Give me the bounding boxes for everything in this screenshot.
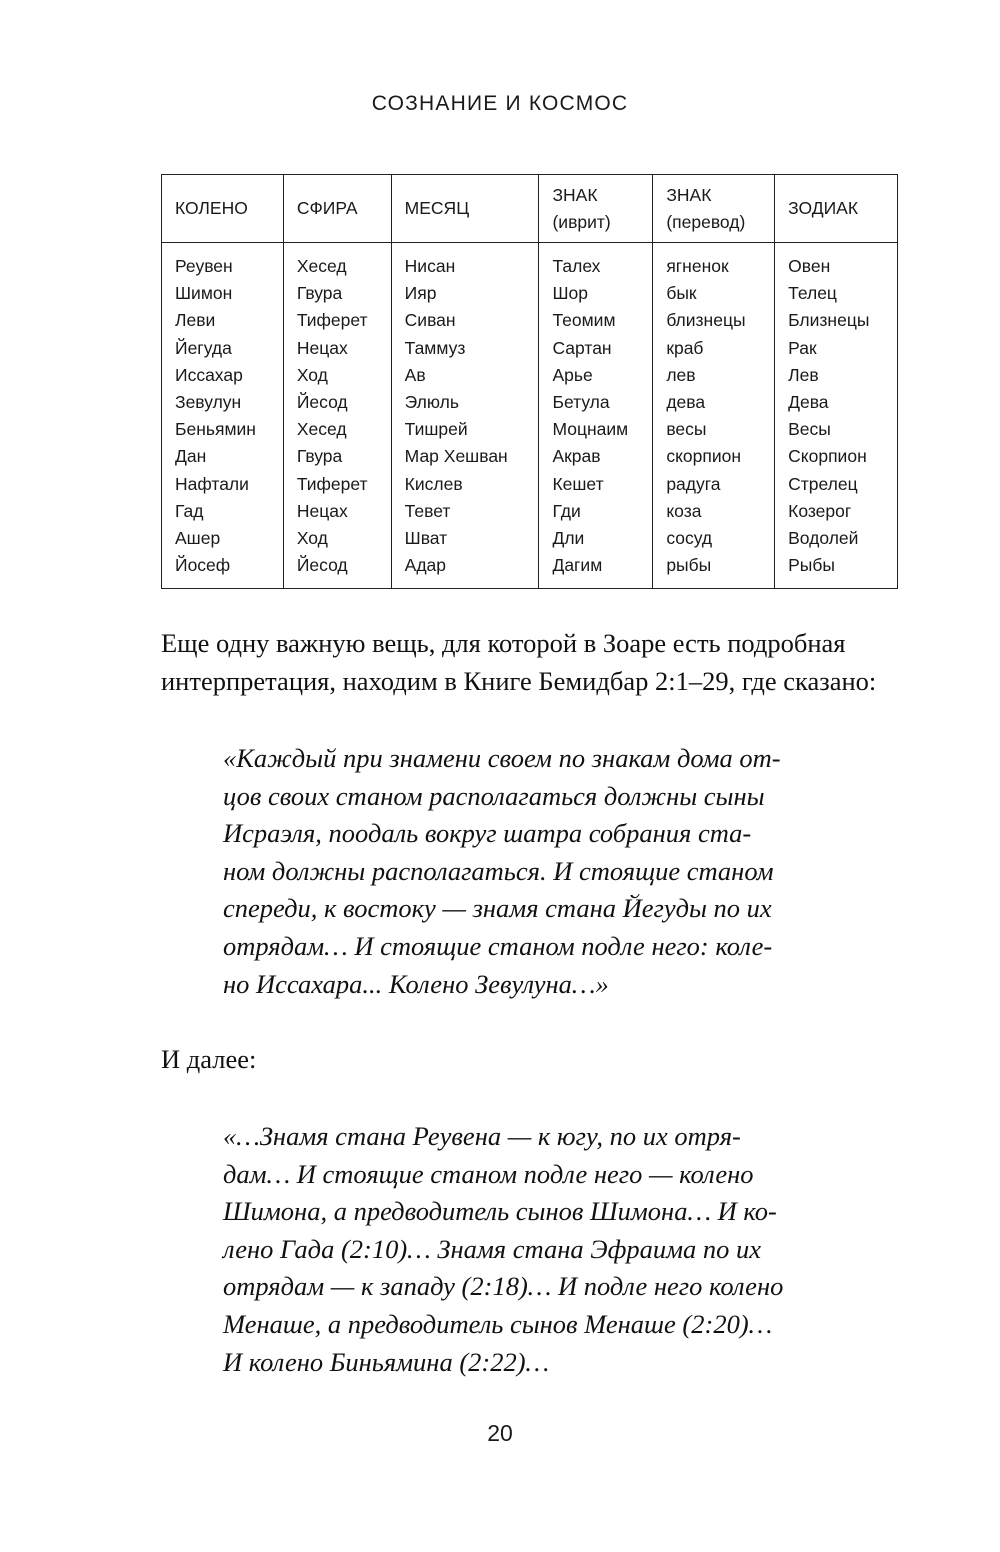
table-cell: Стрелец: [788, 473, 858, 494]
table-cell: Нецах: [296, 500, 348, 521]
table-cell: Овен: [788, 256, 831, 276]
intro-paragraph: [161, 624, 899, 700]
text-line: И колено Биньямина (2:22)…: [223, 1346, 550, 1377]
header-koleno: КОЛЕНО: [162, 175, 284, 243]
table-cell: Телец: [788, 283, 837, 304]
column-znak-ivrit: [539, 243, 653, 589]
table-cell: Реувен: [175, 256, 233, 276]
table-cell: сосуд: [666, 528, 713, 549]
table-cell: Кислев: [404, 473, 463, 494]
table-cell: Водолей: [788, 528, 859, 549]
table-body-row: [162, 243, 898, 589]
table-cell: Тиферет: [296, 310, 368, 331]
table-cell: бык: [666, 283, 697, 304]
table-cell: Лев: [788, 364, 819, 385]
table-cell: Сиван: [404, 310, 456, 331]
table-cell: Гад: [175, 500, 204, 521]
table-cell: Йесод: [296, 555, 348, 576]
text-line: Исраэля, поодаль вокруг шатра собрания ста-: [223, 818, 752, 849]
table-cell: Дева: [788, 392, 829, 413]
text-line: но Иссахара... Колено Зевулуна…»: [223, 968, 609, 999]
table-cell: Хесед: [296, 419, 347, 440]
table-cell: Весы: [788, 419, 831, 440]
table-cell: Скорпион: [788, 446, 867, 467]
table-cell: Нецах: [296, 337, 348, 358]
column-mesyats: [391, 243, 539, 589]
text-line: лено Гада (2:10)… Знамя стана Эфраима по их: [223, 1233, 762, 1264]
header-mesyats: МЕСЯЦ: [391, 175, 539, 243]
header-zodiak: ЗОДИАК: [775, 175, 898, 243]
text-line: ном должны располагаться. И стоящие станом: [223, 855, 774, 886]
table-cell: Моцнаим: [552, 419, 629, 440]
table-cell: скорпион: [666, 446, 742, 467]
table-cell: Ияр: [404, 283, 437, 304]
table-header-row: [162, 175, 898, 243]
header-znak-perevod: ЗНАК (перевод): [653, 175, 775, 243]
table-cell: дева: [666, 392, 706, 413]
further-label: И далее:: [161, 1044, 257, 1074]
text-line: Еще одну важную вещь, для которой в Зоаре есть подробная: [161, 628, 846, 658]
text-line: дам… И стоящие станом подле него — колено: [223, 1158, 754, 1189]
table-cell: Нисан: [404, 256, 456, 276]
table-cell: ягненок: [666, 256, 729, 276]
table-cell: Ав: [404, 364, 426, 385]
header-znak-ivrit: ЗНАК (иврит): [539, 175, 653, 243]
table-cell: Беньямин: [175, 419, 256, 440]
column-zodiak: [775, 243, 898, 589]
running-head: СОЗНАНИЕ И КОСМОС: [371, 92, 629, 115]
text-line: интерпретация, находим в Книге Бемидбар 2:1–29, где сказано:: [161, 666, 877, 696]
table-cell: Талех: [552, 256, 601, 276]
table-cell: Арье: [552, 364, 593, 385]
table-cell: Близнецы: [788, 310, 870, 331]
table-cell: Дан: [175, 446, 207, 467]
text-line: Менаше, а предводитель сынов Менаше (2:20)…: [223, 1308, 773, 1339]
text-line: спереди, к востоку — знамя стана Йегуды по их: [223, 893, 772, 924]
table-cell: рыбы: [666, 555, 712, 576]
table-cell: Мар Хешван: [404, 446, 508, 467]
table-cell: Ход: [296, 528, 328, 549]
table-cell: Ашер: [175, 528, 221, 549]
text-line: «…Знамя стана Реувена — к югу, по их отря-: [223, 1121, 741, 1151]
table-cell: Рак: [788, 337, 817, 358]
table-cell: Иссахар: [175, 364, 243, 385]
table-cell: Дли: [552, 528, 585, 549]
text-line: Шимона, а предводитель сынов Шимона… И ко-: [223, 1196, 777, 1227]
table-cell: лев: [666, 364, 696, 385]
table-cell: коза: [666, 500, 702, 521]
table-cell: Йосеф: [175, 555, 231, 576]
table-cell: Ход: [296, 364, 328, 385]
table-cell: Адар: [404, 555, 447, 576]
table-cell: Рыбы: [788, 555, 835, 576]
text-line: отрядам… И стоящие станом подле него: коле-: [223, 930, 773, 961]
quote-numbers-2-10: [223, 1118, 833, 1381]
table-cell: близнецы: [666, 310, 746, 331]
table-cell: Сартан: [552, 337, 612, 358]
table-cell: Леви: [175, 310, 216, 331]
table-cell: Гвура: [296, 283, 343, 304]
page-number: 20: [487, 1420, 513, 1446]
table-cell: весы: [666, 419, 707, 440]
text-line: отрядам — к западу (2:18)… И подле него колено: [223, 1271, 784, 1302]
text-line: «Каждый при знамени своем по знакам дома от-: [223, 743, 781, 773]
table-cell: Гди: [552, 500, 581, 521]
table-cell: Тиферет: [296, 473, 368, 494]
table-cell: краб: [666, 337, 704, 358]
table-cell: Йесод: [296, 392, 348, 413]
header-sfira: СФИРА: [283, 175, 391, 243]
table-cell: Дагим: [552, 555, 603, 576]
table-cell: Козерог: [788, 500, 852, 521]
table-cell: Таммуз: [404, 337, 466, 358]
column-sfira: [283, 243, 391, 589]
table-cell: Кешет: [552, 473, 604, 494]
table-cell: Шват: [404, 528, 448, 549]
table-cell: Элюль: [404, 392, 459, 413]
table-cell: радуга: [666, 473, 721, 494]
quote-numbers-2-2: [223, 740, 833, 1003]
table-cell: Тишрей: [404, 419, 468, 440]
column-koleno: [162, 243, 284, 589]
table-cell: Бетула: [552, 392, 610, 413]
table-cell: Нафтали: [175, 473, 249, 494]
table-cell: Гвура: [296, 446, 343, 467]
table-cell: Шимон: [175, 283, 233, 304]
table-cell: Йегуда: [175, 337, 232, 358]
table-cell: Шор: [552, 283, 588, 304]
text-line: цов своих станом располагаться должны сыны: [223, 780, 765, 811]
tribes-zodiac-table: [161, 174, 898, 589]
table-cell: Зевулун: [175, 392, 242, 413]
table-cell: Хесед: [296, 256, 347, 276]
table-cell: Тевет: [404, 500, 451, 521]
column-znak-perevod: [653, 243, 775, 589]
table-cell: Теомим: [552, 310, 616, 331]
table-cell: Акрав: [552, 446, 601, 467]
